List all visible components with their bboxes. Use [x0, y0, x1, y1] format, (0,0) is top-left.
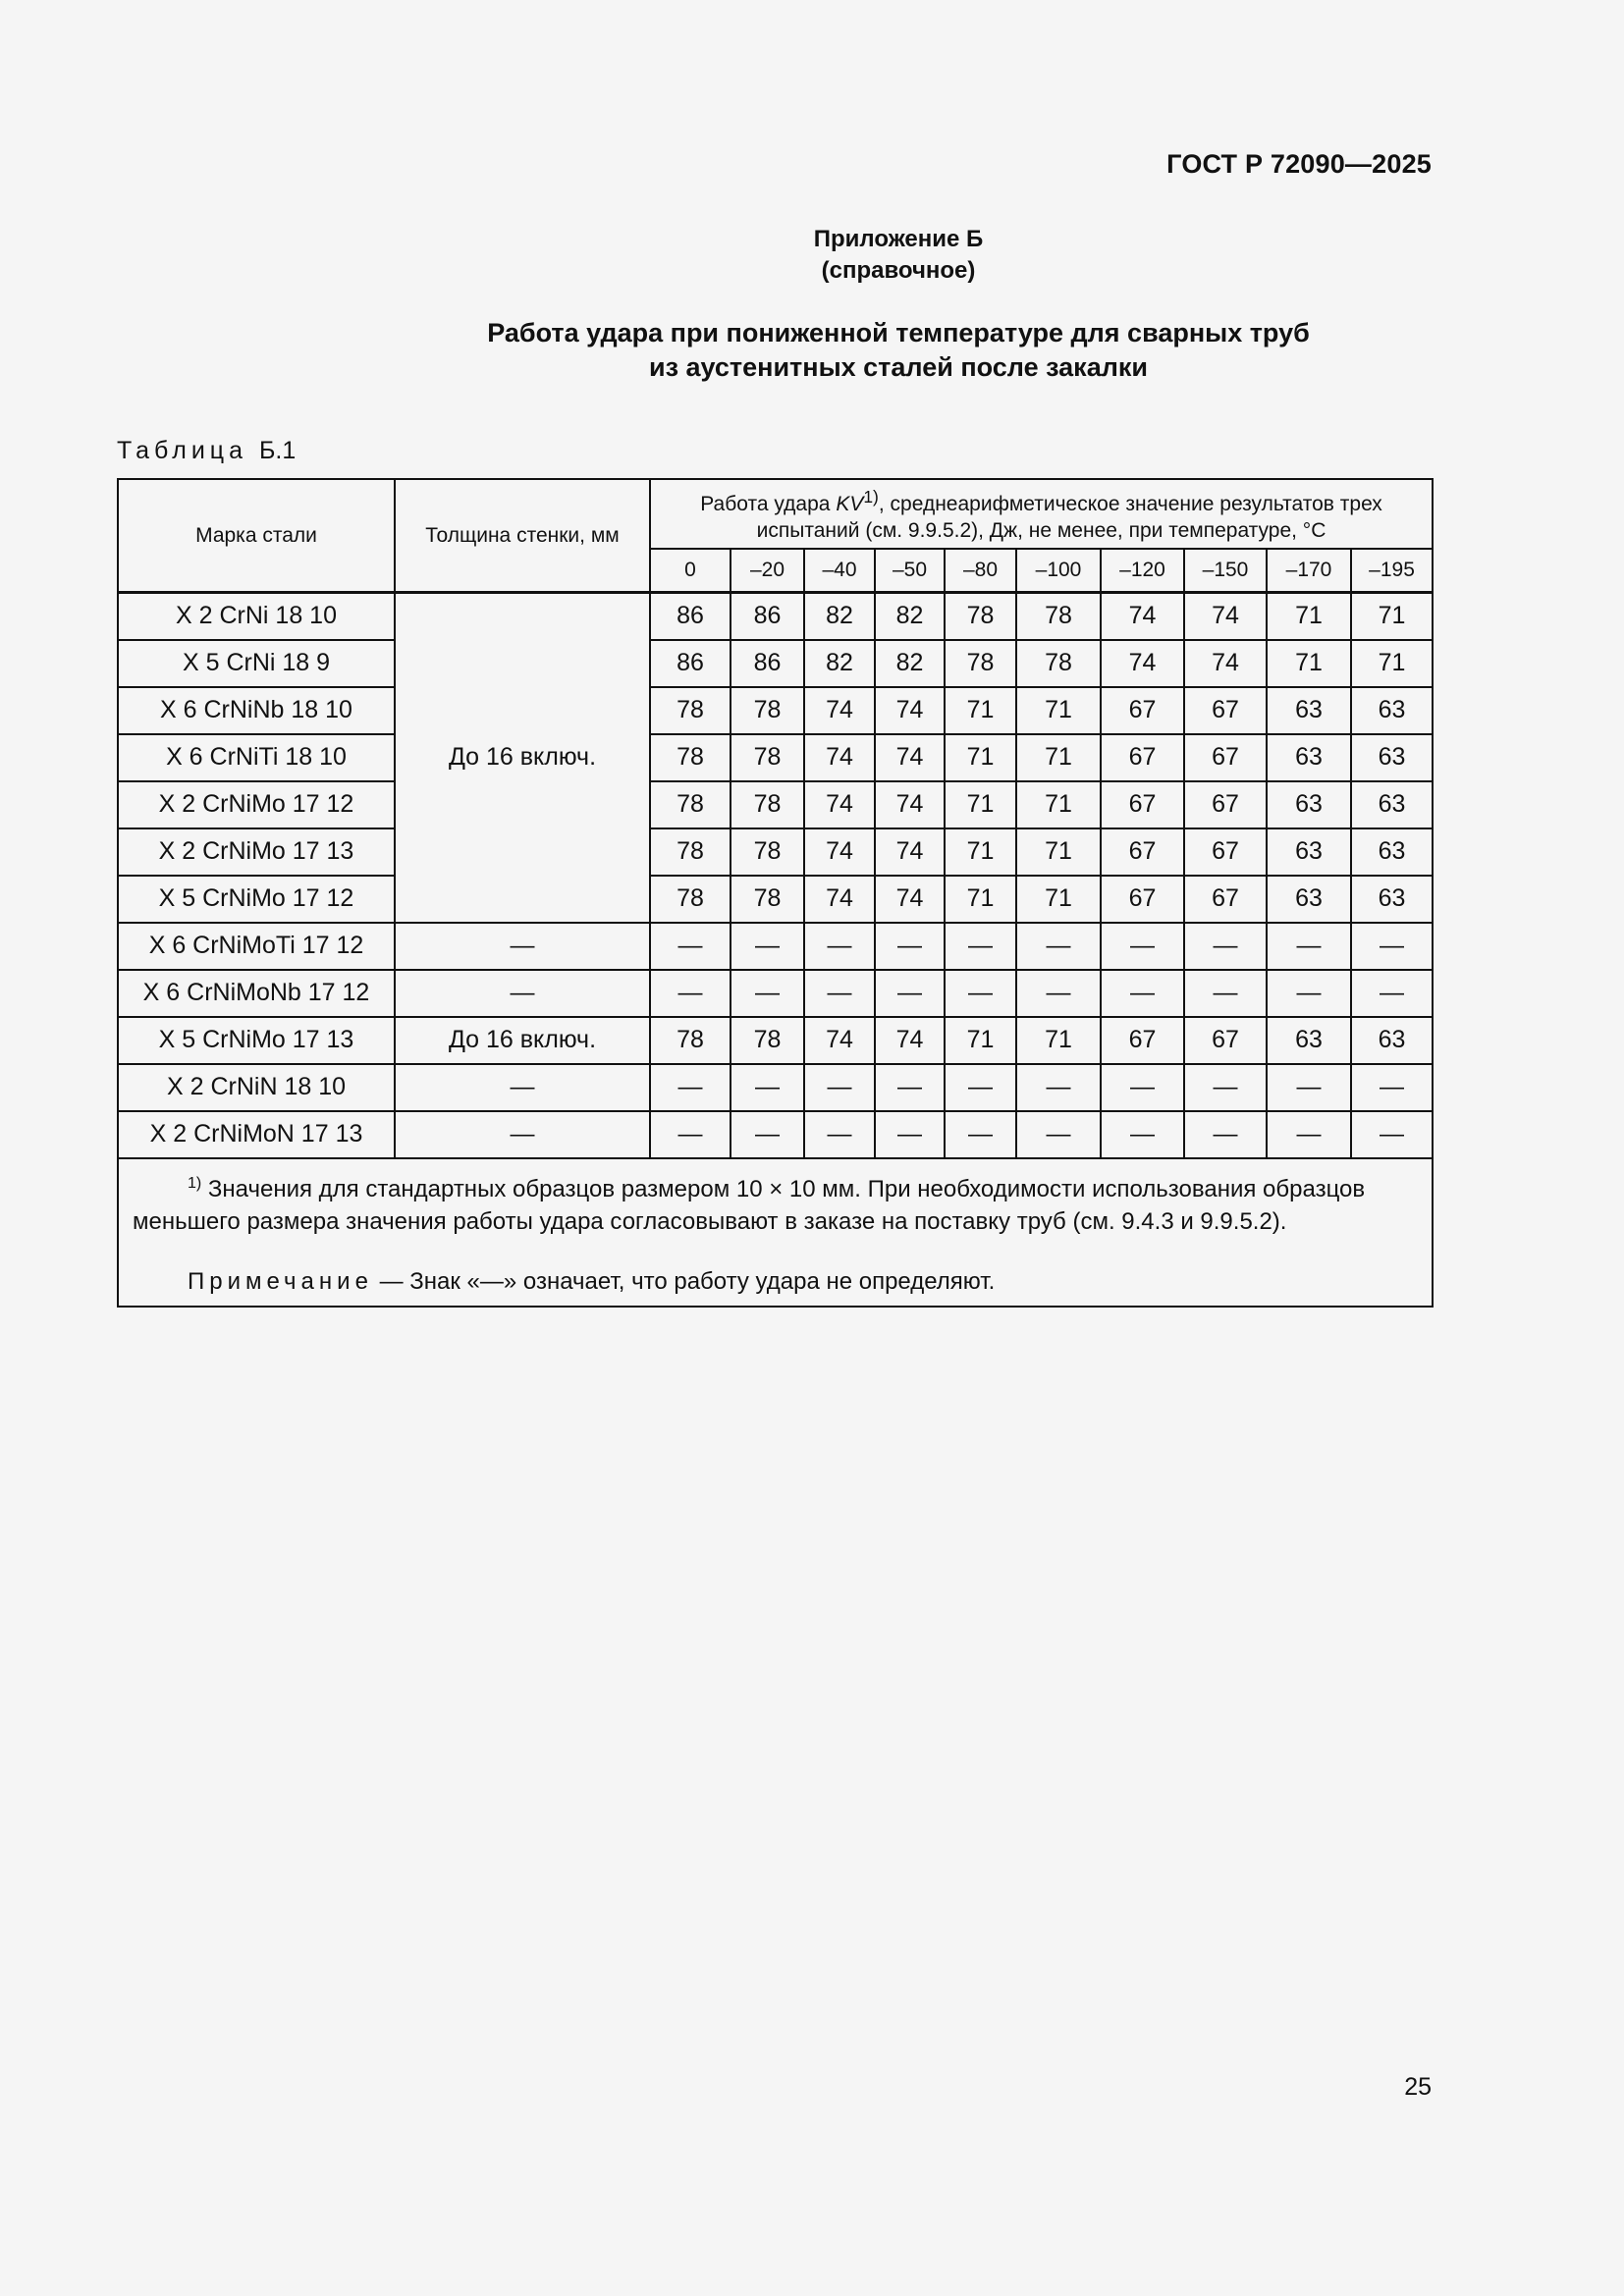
impact-value-cell: —	[1016, 1111, 1101, 1158]
impact-value-cell: 63	[1267, 828, 1351, 876]
impact-value-cell: 71	[945, 876, 1016, 923]
table-row	[118, 970, 1433, 1017]
thickness-group-cell: До 16 включ.	[395, 592, 650, 923]
thickness-cell: —	[395, 970, 650, 1017]
impact-value-cell: 63	[1351, 687, 1433, 734]
impact-value-cell: 78	[731, 687, 804, 734]
note	[133, 1265, 1418, 1298]
impact-value-cell: —	[945, 1064, 1016, 1111]
impact-value-cell: 67	[1184, 734, 1267, 781]
impact-value-cell: 67	[1101, 1017, 1184, 1064]
steel-grade-cell: X 6 CrNiMoNb 17 12	[118, 970, 395, 1017]
impact-value-cell: 74	[1184, 592, 1267, 640]
impact-value-cell: 67	[1184, 828, 1267, 876]
steel-grade-cell: X 2 CrNiN 18 10	[118, 1064, 395, 1111]
impact-value-cell: 63	[1267, 687, 1351, 734]
impact-value-cell: 63	[1351, 1017, 1433, 1064]
table-row	[118, 687, 1433, 734]
impact-value-cell: 67	[1101, 828, 1184, 876]
table-label-word: Таблица	[117, 437, 248, 464]
impact-value-cell: —	[731, 1064, 804, 1111]
impact-value-cell: 63	[1267, 781, 1351, 828]
impact-value-cell: —	[731, 923, 804, 970]
impact-value-cell: 78	[731, 876, 804, 923]
header-kv-symbol: KV	[836, 493, 864, 515]
impact-value-cell: 67	[1184, 876, 1267, 923]
impact-value-cell: —	[1101, 923, 1184, 970]
impact-value-cell: 71	[1016, 687, 1101, 734]
impact-value-cell: —	[804, 923, 875, 970]
impact-value-cell: —	[1101, 1064, 1184, 1111]
impact-value-cell: —	[1101, 1111, 1184, 1158]
impact-value-cell: 74	[804, 734, 875, 781]
impact-value-cell: —	[945, 970, 1016, 1017]
impact-value-cell: 71	[945, 1017, 1016, 1064]
impact-value-cell: 78	[650, 828, 731, 876]
impact-value-cell: 78	[731, 734, 804, 781]
table-row	[118, 1111, 1433, 1158]
impact-value-cell: 78	[1016, 592, 1101, 640]
table-footnotes	[118, 1158, 1433, 1307]
impact-value-cell: —	[731, 1111, 804, 1158]
impact-value-cell: 71	[1267, 592, 1351, 640]
impact-value-cell: —	[650, 970, 731, 1017]
temperature-header: –195	[1351, 549, 1433, 592]
impact-value-cell: 74	[804, 828, 875, 876]
table-row	[118, 734, 1433, 781]
impact-value-cell: 78	[731, 828, 804, 876]
page-title	[0, 316, 1624, 385]
impact-value-cell: 78	[731, 1017, 804, 1064]
header-impact-energy	[650, 479, 1433, 549]
page-number: 25	[1404, 2073, 1432, 2101]
temperature-header: –100	[1016, 549, 1101, 592]
temperature-header: –50	[875, 549, 945, 592]
impact-value-cell: —	[1016, 923, 1101, 970]
impact-value-cell: 71	[1351, 640, 1433, 687]
impact-value-cell: 63	[1267, 876, 1351, 923]
impact-value-cell: 78	[1016, 640, 1101, 687]
table-row	[118, 781, 1433, 828]
impact-value-cell: —	[804, 1064, 875, 1111]
steel-grade-cell: X 2 CrNiMo 17 12	[118, 781, 395, 828]
footnote	[133, 1167, 1418, 1238]
impact-value-cell: —	[875, 1064, 945, 1111]
table-row	[118, 876, 1433, 923]
impact-value-cell: 86	[731, 640, 804, 687]
thickness-cell: —	[395, 923, 650, 970]
impact-value-cell: 74	[875, 1017, 945, 1064]
impact-value-cell: —	[1016, 1064, 1101, 1111]
impact-value-cell: 78	[650, 734, 731, 781]
impact-value-cell: 78	[650, 876, 731, 923]
impact-value-cell: 74	[875, 687, 945, 734]
steel-grade-cell: X 5 CrNi 18 9	[118, 640, 395, 687]
impact-value-cell: 71	[1351, 592, 1433, 640]
impact-value-cell: —	[1184, 970, 1267, 1017]
temperature-header: –170	[1267, 549, 1351, 592]
annex-title: Приложение Б	[813, 226, 984, 252]
steel-grade-cell: X 6 CrNiTi 18 10	[118, 734, 395, 781]
impact-value-cell: 74	[804, 687, 875, 734]
impact-value-cell: 74	[804, 1017, 875, 1064]
title-line-2: из аустенитных сталей после закалки	[649, 352, 1148, 382]
impact-value-cell: 63	[1351, 828, 1433, 876]
impact-value-cell: 78	[650, 1017, 731, 1064]
table-row	[118, 828, 1433, 876]
impact-value-cell: 63	[1351, 781, 1433, 828]
note-text: — Знак «—» означает, что работу удара не определяют.	[372, 1267, 996, 1295]
temperature-header: –20	[731, 549, 804, 592]
impact-value-cell: —	[1184, 1111, 1267, 1158]
table-row	[118, 1017, 1433, 1064]
impact-value-cell: 82	[875, 592, 945, 640]
impact-value-cell: —	[1184, 923, 1267, 970]
temperature-header: –150	[1184, 549, 1267, 592]
impact-value-cell: —	[1351, 1064, 1433, 1111]
steel-grade-cell: X 5 CrNiMo 17 13	[118, 1017, 395, 1064]
impact-value-cell: 78	[945, 592, 1016, 640]
temperature-header: –120	[1101, 549, 1184, 592]
table-row	[118, 592, 1433, 640]
impact-value-cell: —	[731, 970, 804, 1017]
impact-value-cell: —	[1101, 970, 1184, 1017]
steel-grade-cell: X 5 CrNiMo 17 12	[118, 876, 395, 923]
temperature-header: –80	[945, 549, 1016, 592]
title-line-1: Работа удара при пониженной температуре для сварных труб	[487, 318, 1310, 347]
impact-value-cell: —	[650, 923, 731, 970]
table-row	[118, 923, 1433, 970]
impact-value-cell: —	[650, 1111, 731, 1158]
impact-value-cell: 74	[1101, 592, 1184, 640]
impact-value-cell: 71	[945, 734, 1016, 781]
impact-value-cell: 74	[804, 781, 875, 828]
impact-value-cell: —	[875, 970, 945, 1017]
impact-value-cell: —	[1016, 970, 1101, 1017]
impact-value-cell: 71	[945, 828, 1016, 876]
annex-heading	[0, 224, 1624, 287]
impact-value-cell: 63	[1351, 734, 1433, 781]
impact-value-cell: 82	[875, 640, 945, 687]
impact-value-cell: —	[1351, 1111, 1433, 1158]
impact-value-cell: 74	[875, 781, 945, 828]
impact-value-cell: 67	[1101, 876, 1184, 923]
thickness-cell: —	[395, 1111, 650, 1158]
table-label-number: Б.1	[258, 437, 297, 464]
impact-value-cell: 74	[1184, 640, 1267, 687]
header-kv-suffix: , среднеарифметическое значение результатов трех испытаний (см. 9.9.5.2), Дж, не менее, при температуре, °С	[756, 493, 1382, 542]
table-row	[118, 640, 1433, 687]
impact-value-cell: 67	[1101, 734, 1184, 781]
footnote-mark: 1)	[188, 1174, 202, 1192]
impact-value-cell: 86	[731, 592, 804, 640]
note-label: Примечание	[188, 1267, 373, 1295]
header-steel-grade: Марка стали	[118, 479, 395, 592]
annex-type: (справочное)	[821, 257, 976, 284]
document-code: ГОСТ Р 72090—2025	[1166, 149, 1432, 179]
impact-value-cell: —	[945, 923, 1016, 970]
impact-value-cell: —	[1267, 970, 1351, 1017]
steel-grade-cell: X 6 CrNiNb 18 10	[118, 687, 395, 734]
impact-value-cell: 71	[1016, 1017, 1101, 1064]
header-wall-thickness: Толщина стенки, мм	[395, 479, 650, 592]
impact-value-cell: 71	[945, 687, 1016, 734]
impact-value-cell: 78	[731, 781, 804, 828]
table-row	[118, 1064, 1433, 1111]
header-kv-footnote-mark: 1)	[863, 487, 879, 507]
impact-value-cell: —	[1351, 970, 1433, 1017]
impact-value-cell: 86	[650, 592, 731, 640]
impact-value-cell: 63	[1351, 876, 1433, 923]
impact-value-cell: 67	[1101, 781, 1184, 828]
impact-value-cell: 71	[1016, 828, 1101, 876]
impact-value-cell: 67	[1101, 687, 1184, 734]
impact-value-cell: —	[945, 1111, 1016, 1158]
impact-value-cell: 74	[1101, 640, 1184, 687]
impact-value-cell: 86	[650, 640, 731, 687]
impact-value-cell: —	[650, 1064, 731, 1111]
impact-value-cell: —	[804, 970, 875, 1017]
impact-value-cell: 63	[1267, 734, 1351, 781]
steel-grade-cell: X 2 CrNiMo 17 13	[118, 828, 395, 876]
impact-value-cell: 71	[1016, 876, 1101, 923]
temperature-header: 0	[650, 549, 731, 592]
impact-value-cell: 74	[804, 876, 875, 923]
impact-value-cell: 71	[1267, 640, 1351, 687]
steel-grade-cell: X 2 CrNiMoN 17 13	[118, 1111, 395, 1158]
temperature-header: –40	[804, 549, 875, 592]
impact-value-cell: —	[1351, 923, 1433, 970]
impact-value-cell: 71	[1016, 781, 1101, 828]
impact-table	[117, 478, 1434, 1308]
impact-value-cell: 71	[945, 781, 1016, 828]
impact-value-cell: —	[875, 923, 945, 970]
impact-value-cell: 82	[804, 592, 875, 640]
thickness-cell: До 16 включ.	[395, 1017, 650, 1064]
impact-value-cell: 82	[804, 640, 875, 687]
impact-value-cell: 63	[1267, 1017, 1351, 1064]
impact-value-cell: —	[1184, 1064, 1267, 1111]
impact-value-cell: 67	[1184, 781, 1267, 828]
thickness-cell: —	[395, 1064, 650, 1111]
table-label	[117, 437, 296, 465]
impact-value-cell: —	[1267, 923, 1351, 970]
table-body	[118, 592, 1433, 1158]
impact-value-cell: 78	[945, 640, 1016, 687]
impact-value-cell: 74	[875, 876, 945, 923]
impact-value-cell: 67	[1184, 1017, 1267, 1064]
impact-value-cell: 74	[875, 828, 945, 876]
impact-value-cell: 71	[1016, 734, 1101, 781]
header-kv-prefix: Работа удара	[700, 493, 837, 515]
steel-grade-cell: X 6 CrNiMoTi 17 12	[118, 923, 395, 970]
impact-value-cell: 78	[650, 687, 731, 734]
footnote-text: Значения для стандартных образцов размером 10 × 10 мм. При необходимости использования образцов меньшего размера значения работы удара согласовывают в заказе на поставку труб (см. 9.4.3 и 9.9.5.2).	[133, 1175, 1366, 1235]
impact-value-cell: —	[875, 1111, 945, 1158]
impact-value-cell: —	[804, 1111, 875, 1158]
impact-value-cell: —	[1267, 1111, 1351, 1158]
steel-grade-cell: X 2 CrNi 18 10	[118, 592, 395, 640]
impact-value-cell: 78	[650, 781, 731, 828]
impact-value-cell: —	[1267, 1064, 1351, 1111]
impact-value-cell: 67	[1184, 687, 1267, 734]
impact-value-cell: 74	[875, 734, 945, 781]
